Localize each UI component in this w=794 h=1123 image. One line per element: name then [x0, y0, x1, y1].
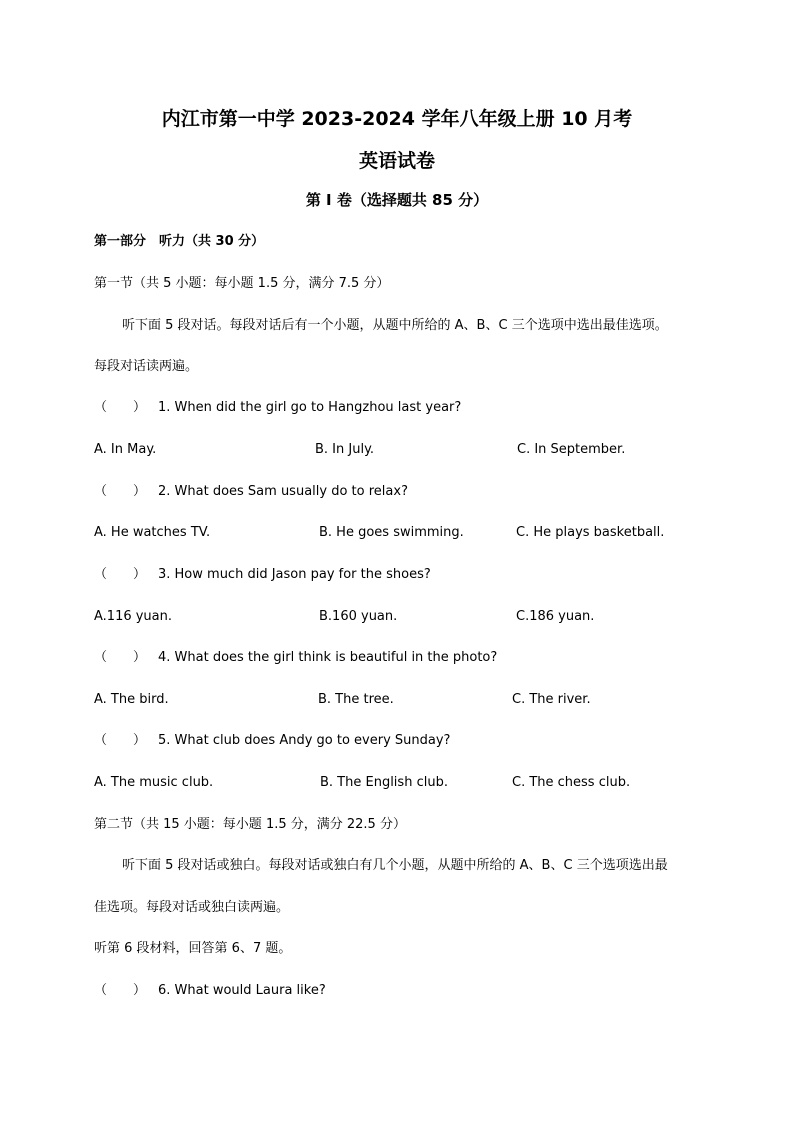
q2-option-a: A. He watches TV. — [94, 525, 211, 540]
q3-option-b: B.160 yuan. — [319, 609, 398, 624]
q1-option-c: C. In September. — [517, 442, 626, 457]
q4-option-a: A. The bird. — [94, 692, 169, 707]
answer-blank[interactable]: （ ） — [94, 733, 147, 748]
section1-instruction-line1: 听下面 5 段对话。每段对话后有一个小题，从题中所给的 A、B、C 三个选项中选出最佳选项。 — [122, 318, 668, 333]
question-5 — [94, 733, 450, 749]
q4-option-c: C. The river. — [512, 692, 591, 707]
q5-option-c: C. The chess club. — [512, 775, 631, 790]
q2-option-c: C. He plays basketball. — [516, 525, 665, 540]
question-2 — [94, 484, 408, 500]
answer-blank[interactable]: （ ） — [94, 484, 147, 499]
volume-heading: 第 I 卷（选择题共 85 分） — [305, 191, 489, 209]
question-text: 3. How much did Jason pay for the shoes? — [158, 567, 431, 582]
question-text: 6. What would Laura like? — [158, 983, 326, 998]
question-1 — [94, 400, 461, 416]
q5-option-b: B. The English club. — [320, 775, 448, 790]
question-3 — [94, 567, 431, 583]
answer-blank[interactable]: （ ） — [94, 650, 147, 665]
exam-subtitle: 英语试卷 — [358, 150, 435, 172]
q3-option-a: A.116 yuan. — [94, 609, 173, 624]
q1-option-a: A. In May. — [94, 442, 157, 457]
question-text: 4. What does the girl think is beautiful in the photo? — [158, 650, 498, 665]
section2-heading: 第二节（共 15 小题：每小题 1.5 分，满分 22.5 分） — [94, 817, 406, 832]
answer-blank[interactable]: （ ） — [94, 567, 147, 582]
material-6-instruction: 听第 6 段材料，回答第 6、7 题。 — [94, 941, 292, 956]
section2-instruction-line2: 佳选项。每段对话或独白读两遍。 — [94, 900, 290, 915]
q1-option-b: B. In July. — [315, 442, 375, 457]
section1-instruction-line2: 每段对话读两遍。 — [94, 359, 199, 374]
answer-blank[interactable]: （ ） — [94, 400, 147, 415]
question-text: 5. What club does Andy go to every Sunday? — [158, 733, 451, 748]
question-text: 1. When did the girl go to Hangzhou last year? — [158, 400, 462, 415]
exam-title: 内江市第一中学 2023-2024 学年八年级上册 10 月考 — [161, 108, 633, 130]
section1-heading: 第一节（共 5 小题：每小题 1.5 分，满分 7.5 分） — [94, 276, 390, 291]
q2-option-b: B. He goes swimming. — [319, 525, 464, 540]
q5-option-a: A. The music club. — [94, 775, 214, 790]
part1-heading: 第一部分 听力（共 30 分） — [94, 234, 265, 249]
question-text: 2. What does Sam usually do to relax? — [158, 484, 408, 499]
question-6 — [94, 983, 326, 999]
section2-instruction-line1: 听下面 5 段对话或独白。每段对话或独白有几个小题，从题中所给的 A、B、C 三个选项选出最 — [122, 858, 668, 873]
answer-blank[interactable]: （ ） — [94, 983, 147, 998]
question-4 — [94, 650, 497, 666]
q3-option-c: C.186 yuan. — [516, 609, 595, 624]
q4-option-b: B. The tree. — [318, 692, 394, 707]
